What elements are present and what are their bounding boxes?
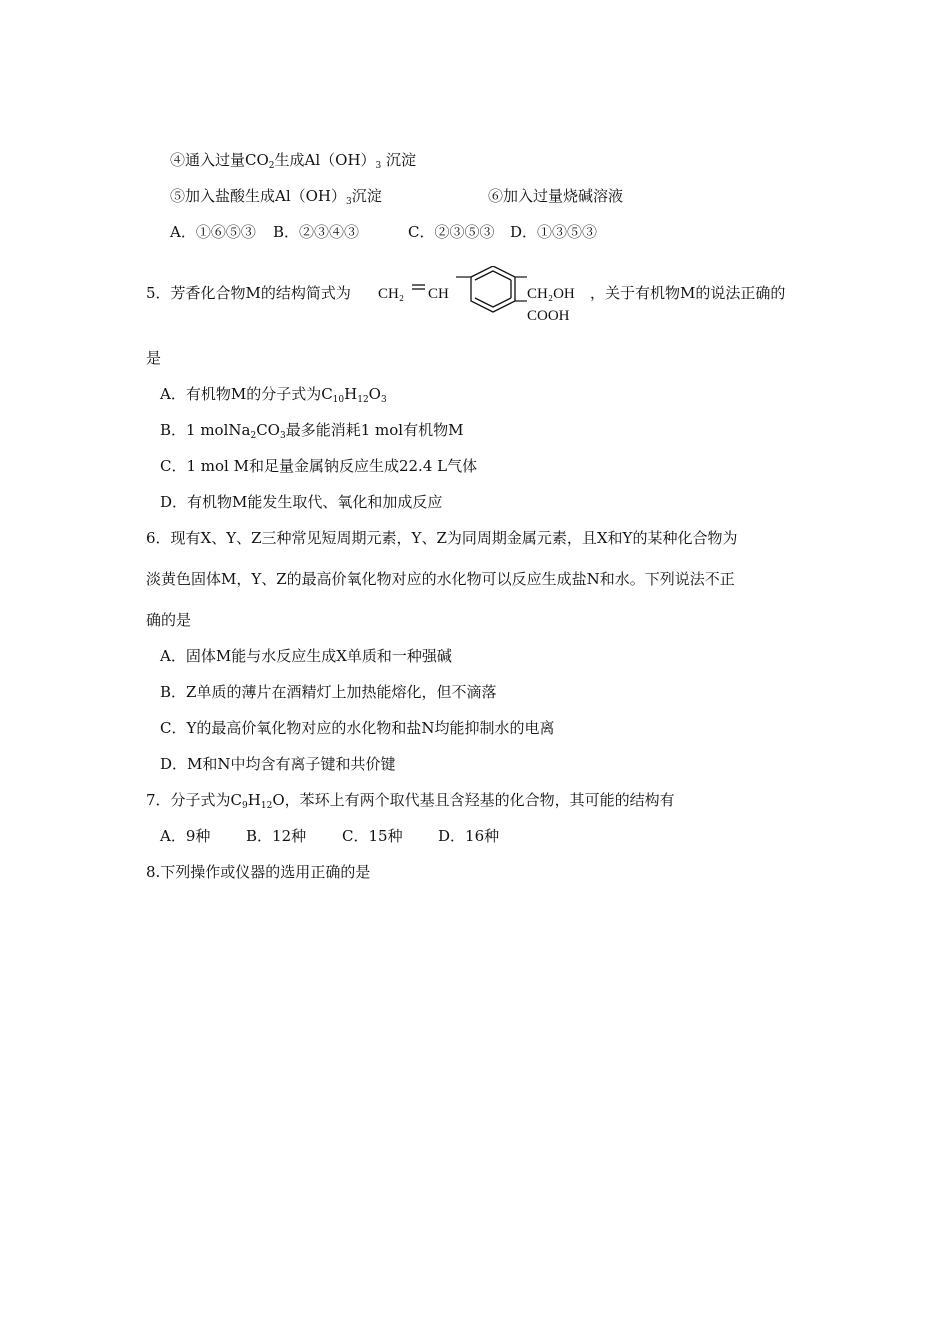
q7-options xyxy=(160,826,499,846)
q7-option-d: D．16种 xyxy=(438,827,500,845)
struct-cooh: COOH xyxy=(527,308,570,324)
q5-stem: 5．芳香化合物M的结构简式为 xyxy=(146,284,351,302)
q6-option-b: B．Z单质的薄片在酒精灯上加热能熔化，但不滴落 xyxy=(160,683,497,701)
q7-stem: 7．分子式为$C_9H_{12}O$，苯环上有两个取代基且含羟基的化合物，其可能的结构有 xyxy=(146,791,675,811)
q6-stem-line3: 确的是 xyxy=(146,611,192,629)
benzene-ring xyxy=(471,266,515,312)
q6-option-a: A．固体M能与水反应生成X单质和一种强碱 xyxy=(160,647,452,665)
q4-option-a: A．①⑥⑤③ xyxy=(170,223,256,241)
q4-option-c: C．②③⑤③ xyxy=(408,223,495,241)
q5-stem-cont: ，关于有机物M的说法正确的 xyxy=(590,284,786,302)
struct-ch2oh: CH₂OH xyxy=(527,286,575,302)
q6-option-c: C．Y的最高价氧化物对应的水化物和盐N均能抑制水的电离 xyxy=(160,719,555,737)
q4-item-5: ⑤加入盐酸生成$Al(OH)_3$沉淀 xyxy=(170,187,382,207)
q7-option-b: B．12种 xyxy=(246,827,307,845)
q8-stem: 8.下列操作或仪器的选用正确的是 xyxy=(146,863,371,881)
q7-option-a: A．9种 xyxy=(160,827,211,845)
q4-item-6: ⑥加入过量烧碱溶液 xyxy=(488,187,624,205)
q5-option-a: A．有机物M的分子式为$C_{10}H_{12}O_3$ xyxy=(160,385,387,405)
q5-structure-formula xyxy=(372,266,592,328)
q4-option-d: D．①③⑤③ xyxy=(510,223,598,241)
q4-item-4: ④通入过量$CO_2$生成$Al(OH)_3$ 沉淀 xyxy=(170,151,417,171)
q4-options xyxy=(170,222,597,242)
q4-option-b: B．②③④③ xyxy=(273,223,360,241)
struct-ch2: CH₂ xyxy=(378,286,405,302)
q5-option-d: D．有机物M能发生取代、氧化和加成反应 xyxy=(160,493,443,511)
struct-ch: CH xyxy=(428,286,449,302)
q6-option-d: D．M和N中均含有离子键和共价键 xyxy=(160,755,396,773)
q7-option-c: C．15种 xyxy=(342,827,403,845)
q6-stem-line1: 6．现有X、Y、Z三种常见短周期元素，Y、Z为同周期金属元素，且X和Y的某种化合物为 xyxy=(146,529,738,547)
q6-stem-line2: 淡黄色固体M，Y、Z的最高价氧化物对应的水化物可以反应生成盐N和水。下列说法不正 xyxy=(146,570,735,588)
q5-option-c: C．1 mol M和足量金属钠反应生成22.4 L气体 xyxy=(160,457,478,475)
q5-stem-end: 是 xyxy=(146,349,162,367)
q5-option-b: B．1 $molNa_2CO_3$最多能消耗1 mol有机物M xyxy=(160,421,464,441)
